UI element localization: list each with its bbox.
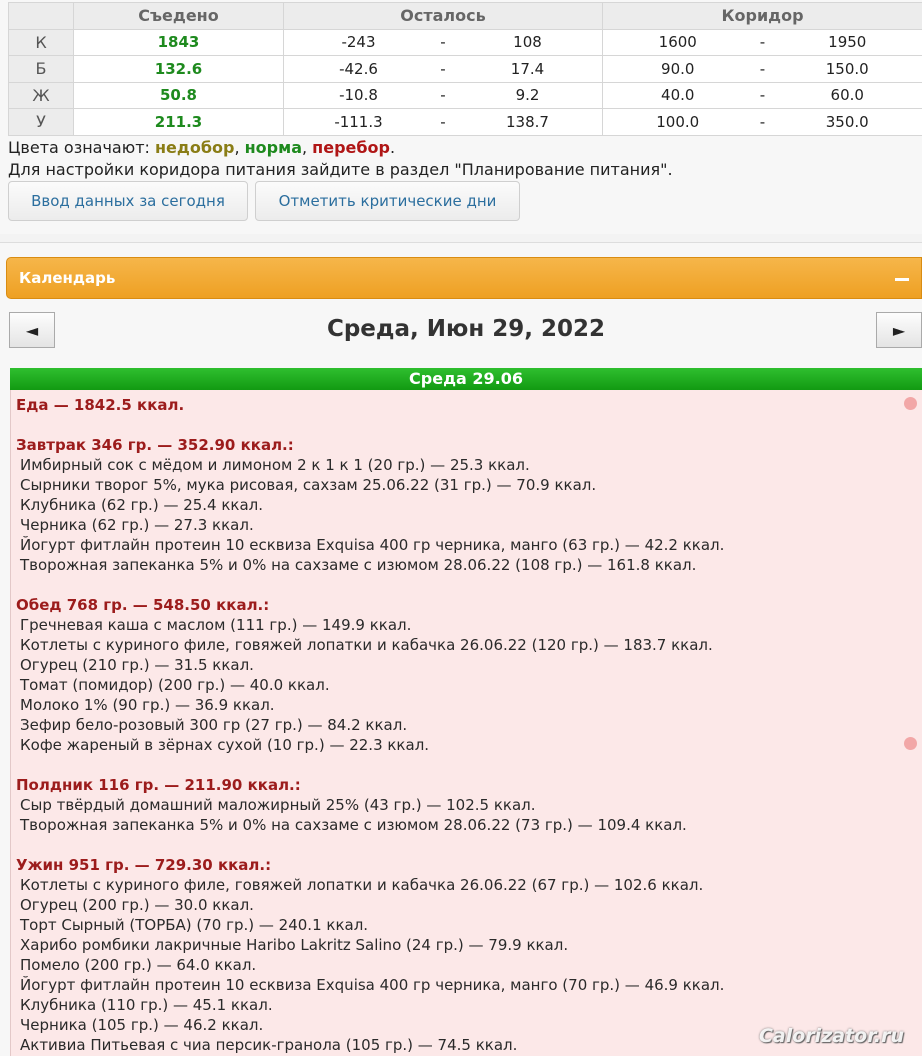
food-item: Сырники творог 5%, мука рисовая, сахзам 25.06.22 (31 гр.) — 70.9 ккал.	[16, 475, 724, 495]
remaining-min: -10.8	[284, 86, 433, 104]
nutrition-summary	[0, 0, 922, 234]
site-watermark: Calorizator.ru	[759, 1025, 904, 1047]
right-arrow-icon: ►	[893, 321, 905, 340]
row-label: Ж	[9, 82, 74, 109]
food-total: Еда — 1842.5 ккал.	[16, 395, 724, 415]
collapse-icon[interactable]	[895, 278, 909, 281]
nutrition-row-protein	[9, 56, 922, 83]
food-item: Помело (200 гр.) — 64.0 ккал.	[16, 955, 724, 975]
eaten-value: 50.8	[74, 82, 284, 109]
corridor-max: 1950	[773, 33, 922, 51]
meal-title: Полдник 116 гр. — 211.90 ккал.:	[16, 775, 724, 795]
day-header: Среда 29.06	[10, 368, 922, 390]
remaining-range	[284, 29, 603, 56]
next-day-button[interactable]	[876, 312, 922, 348]
prev-day-button[interactable]	[9, 312, 55, 348]
food-item: Сыр твёрдый домашний маложирный 25% (43 гр.) — 102.5 ккал.	[16, 795, 724, 815]
remaining-max: 138.7	[453, 113, 602, 131]
legend-sep: ,	[302, 138, 312, 157]
meal-title: Ужин 951 гр. — 729.30 ккал.:	[16, 855, 724, 875]
corridor-range	[603, 56, 922, 83]
remaining-range	[284, 109, 603, 136]
range-dash: -	[433, 86, 453, 104]
food-item: Черника (105 гр.) — 46.2 ккал.	[16, 1015, 724, 1035]
range-dash: -	[433, 33, 453, 51]
header-remaining: Осталось	[284, 3, 603, 30]
food-item: Харибо ромбики лакричные Haribo Lakritz Salino (24 гр.) — 79.9 ккал.	[16, 935, 724, 955]
corridor-range	[603, 82, 922, 109]
meal-title: Завтрак 346 гр. — 352.90 ккал.:	[16, 435, 724, 455]
legend-line	[8, 137, 673, 159]
row-label: К	[9, 29, 74, 56]
calendar-header[interactable]	[6, 257, 922, 299]
food-item: Имбирный сок с мёдом и лимоном 2 к 1 к 1 (20 гр.) — 25.3 ккал.	[16, 455, 724, 475]
food-item: Огурец (210 гр.) — 31.5 ккал.	[16, 655, 724, 675]
food-item: Котлеты с куриного филе, говяжей лопатки и кабачка 26.06.22 (67 гр.) — 102.6 ккал.	[16, 875, 724, 895]
enter-today-button[interactable]: Ввод данных за сегодня	[8, 181, 248, 221]
corridor-max: 60.0	[773, 86, 922, 104]
food-item: Творожная запеканка 5% и 0% на сахзаме с изюмом 28.06.22 (108 гр.) — 161.8 ккал.	[16, 555, 724, 575]
corridor-min: 100.0	[603, 113, 753, 131]
corridor-max: 150.0	[773, 60, 922, 78]
range-dash: -	[433, 60, 453, 78]
food-item: Творожная запеканка 5% и 0% на сахзаме с изюмом 28.06.22 (73 гр.) — 109.4 ккал.	[16, 815, 724, 835]
remaining-max: 17.4	[453, 60, 602, 78]
corridor-min: 40.0	[603, 86, 753, 104]
range-dash: -	[753, 86, 773, 104]
range-dash: -	[753, 33, 773, 51]
left-arrow-icon: ◄	[26, 321, 38, 340]
calendar-panel	[0, 242, 922, 1056]
food-item: Торт Сырный (ТОРБА) (70 гр.) — 240.1 ккал.	[16, 915, 724, 935]
remaining-max: 9.2	[453, 86, 602, 104]
legend-sep: ,	[234, 138, 244, 157]
legend-over: перебор	[312, 138, 390, 157]
corridor-min: 1600	[603, 33, 753, 51]
corridor-max: 350.0	[773, 113, 922, 131]
legend-prefix: Цвета означают:	[8, 138, 155, 157]
food-item: Кофе жареный в зёрнах сухой (10 гр.) — 22.3 ккал.	[16, 735, 724, 755]
nutrition-table	[8, 2, 922, 136]
food-item: Молоко 1% (90 гр.) — 36.9 ккал.	[16, 695, 724, 715]
row-label: Б	[9, 56, 74, 83]
food-item: Йогурт фитлайн протеин 10 есквиза Exquisa 400 гр черника, манго (63 гр.) — 42.2 ккал.	[16, 535, 724, 555]
food-item: Зефир бело-розовый 300 гр (27 гр.) — 84.2 ккал.	[16, 715, 724, 735]
nutrition-row-calories	[9, 29, 922, 56]
remaining-min: -111.3	[284, 113, 433, 131]
nutrition-row-fat	[9, 82, 922, 109]
remaining-min: -42.6	[284, 60, 433, 78]
header-corridor: Коридор	[603, 3, 922, 30]
nutrition-row-carbs	[9, 109, 922, 136]
calendar-title: Календарь	[19, 269, 115, 287]
eaten-value: 1843	[74, 29, 284, 56]
food-item: Клубника (62 гр.) — 25.4 ккал.	[16, 495, 724, 515]
apple-icon[interactable]	[904, 737, 917, 750]
apple-icon[interactable]	[904, 397, 917, 410]
food-item: Котлеты с куриного филе, говяжей лопатки и кабачка 26.06.22 (120 гр.) — 183.7 ккал.	[16, 635, 724, 655]
food-item: Томат (помидор) (200 гр.) — 40.0 ккал.	[16, 675, 724, 695]
legend-norm: норма	[245, 138, 302, 157]
remaining-max: 108	[453, 33, 602, 51]
corridor-range	[603, 109, 922, 136]
food-log	[16, 395, 724, 1055]
day-entries	[10, 390, 922, 1056]
corridor-min: 90.0	[603, 60, 753, 78]
food-item: Огурец (200 гр.) — 30.0 ккал.	[16, 895, 724, 915]
corridor-note: Для настройки коридора питания зайдите в раздел "Планирование питания".	[8, 159, 673, 181]
color-legend	[8, 137, 673, 181]
food-item: Гречневая каша с маслом (111 гр.) — 149.9 ккал.	[16, 615, 724, 635]
range-dash: -	[753, 113, 773, 131]
legend-end: .	[390, 138, 395, 157]
row-label: У	[9, 109, 74, 136]
eaten-value: 211.3	[74, 109, 284, 136]
nutrition-header-row	[9, 3, 922, 30]
corner-cell	[9, 3, 74, 30]
remaining-range	[284, 82, 603, 109]
range-dash: -	[753, 60, 773, 78]
food-item: Активиа Питьевая с чиа персик-гранола (105 гр.) — 74.5 ккал.	[16, 1035, 724, 1055]
header-eaten: Съедено	[74, 3, 284, 30]
date-title: Среда, Июн 29, 2022	[56, 311, 876, 347]
meal-title: Обед 768 гр. — 548.50 ккал.:	[16, 595, 724, 615]
mark-critical-days-button[interactable]: Отметить критические дни	[255, 181, 520, 221]
remaining-range	[284, 56, 603, 83]
eaten-value: 132.6	[74, 56, 284, 83]
remaining-min: -243	[284, 33, 433, 51]
food-item: Йогурт фитлайн протеин 10 есквиза Exquisa 400 гр черника, манго (70 гр.) — 46.9 ккал.	[16, 975, 724, 995]
legend-under: недобор	[155, 138, 234, 157]
food-item: Черника (62 гр.) — 27.3 ккал.	[16, 515, 724, 535]
range-dash: -	[433, 113, 453, 131]
food-item: Клубника (110 гр.) — 45.1 ккал.	[16, 995, 724, 1015]
corridor-range	[603, 29, 922, 56]
